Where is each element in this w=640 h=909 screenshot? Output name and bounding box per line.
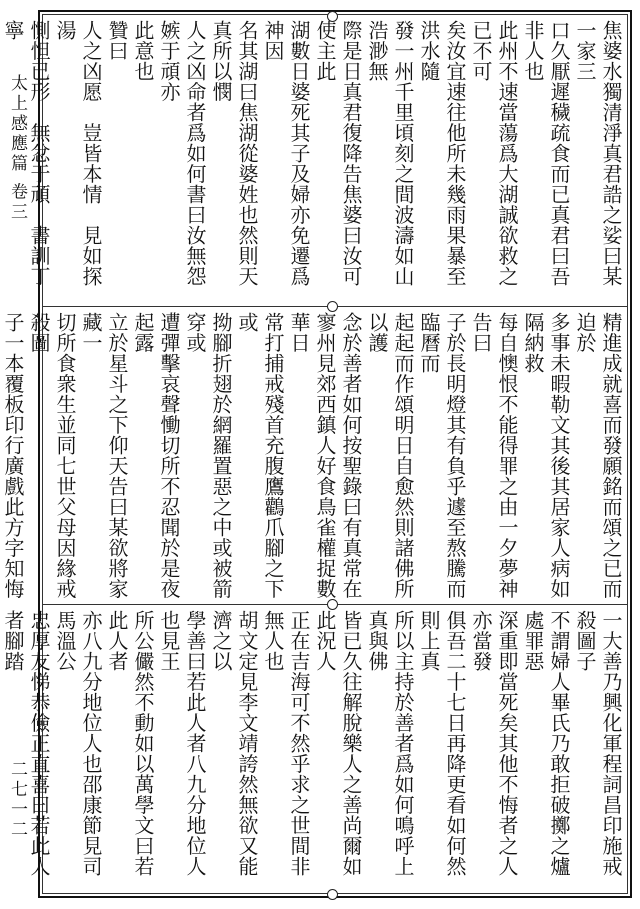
text-column: 拗腳折翅於網羅置惡之中或被箭穿或 [183,312,233,599]
text-column: 贊曰 [105,20,129,61]
text-column: 多事未暇勒文其後其居家人病如隔納救 [521,312,571,599]
text-column: 俱吾二十七日再降更看如何然則上真 [417,610,467,877]
text-column: 精進成就喜而發願銘而頌之已而迫於 [573,312,623,599]
text-column: 忠厚友悌恭儉正直喜曰若此人者腳踏 [1,610,51,877]
text-column: 所公儼然不動如以萬學文曰若此人者 [105,610,155,877]
margin-title: 太上感應篇 卷三 [7,74,27,223]
text-column: 矣汝宜速往他所未幾雨果暴至洪水隨 [417,20,467,287]
text-column: 學善曰若此人者八九分地位人也見王 [157,610,207,877]
text-column: 際是日真君復降告焦婆曰汝可使主此 [313,20,363,287]
text-column: 胡文定見李文靖誇然無欲又能濟之以 [209,610,259,877]
text-column: 念於善者如何按聖錄曰有真常在 [339,312,363,599]
text-column: 每自懊恨不能得罪之由一夕夢神告曰 [469,312,519,599]
text-column: 口久厭遲穢疏食而已真君曰吾非人也 [521,20,571,287]
text-column: 常打捕戒殘首充腹鷹鸛爪腳之下或 [235,312,285,599]
text-column: 遭彈擊哀聲慟切所不忍聞於是夜起露 [131,312,181,599]
text-column: 正在吉海可不然乎求之世間非無人也 [261,610,311,877]
text-column: 寥州見郊西鎮人好食鳥雀權捉數華日 [287,312,337,599]
text-column: 不謂婦人畢氏乃敢拒破擲之爐處罪惡 [521,610,571,877]
text-column: 子一本覆板印行廣戲此方字知悔 [1,312,25,599]
margin-page-number: 二七一二 [7,760,27,840]
text-column: 所以主持於善者爲如何鳴呼上真與佛 [365,610,415,877]
text-column: 人之凶愿 豈皆本情 見如探湯 [53,20,103,287]
text-column: 深重即當死矣其他不悔者之人亦當發 [469,610,519,877]
text-column: 起起而作頌明日自愈然則諸佛所以護 [365,312,415,599]
text-column: 亦八九分地位人也邵康節見司馬溫公 [53,610,103,877]
text-column: 焦婆水獨清淨真君誥之娑曰某一家三 [573,20,623,287]
text-column: 此州不速當蕩爲大湖誠欲救之已不可 [469,20,519,287]
text-column: 皆已久往解脫樂人之善尚爾如此況人 [313,610,363,877]
text-column: 名其湖曰焦湖從婆姓也然則天真所以憫 [209,20,259,287]
text-column: 發一州千里頃刻之間波濤如山浩渺無 [365,20,415,287]
text-column: 此意也 [131,20,155,82]
text-column: 子於長明燈其有負乎遽至熬騰而臨曆而 [417,312,467,599]
text-column: 惻怛已形 無忿于頑 書訓丁寧 [1,20,51,287]
text-panel-middle [1,312,624,600]
text-column: 湖數日婆死其子及婦亦免遷爲神因 [261,20,311,287]
text-column: 人之凶命者爲如何書曰汝無怨嫉于頑亦 [157,20,207,287]
text-column: 切所食衆生並同七世父母因緣戒殺圖 [27,312,77,599]
fold-mark-2 [327,599,338,610]
text-column: 立於星斗之下仰天告曰某欲將家藏一 [79,312,129,599]
text-column: 一大善乃興化軍程詞昌印施戒殺圖子 [573,610,623,877]
fold-mark-1 [327,301,338,312]
